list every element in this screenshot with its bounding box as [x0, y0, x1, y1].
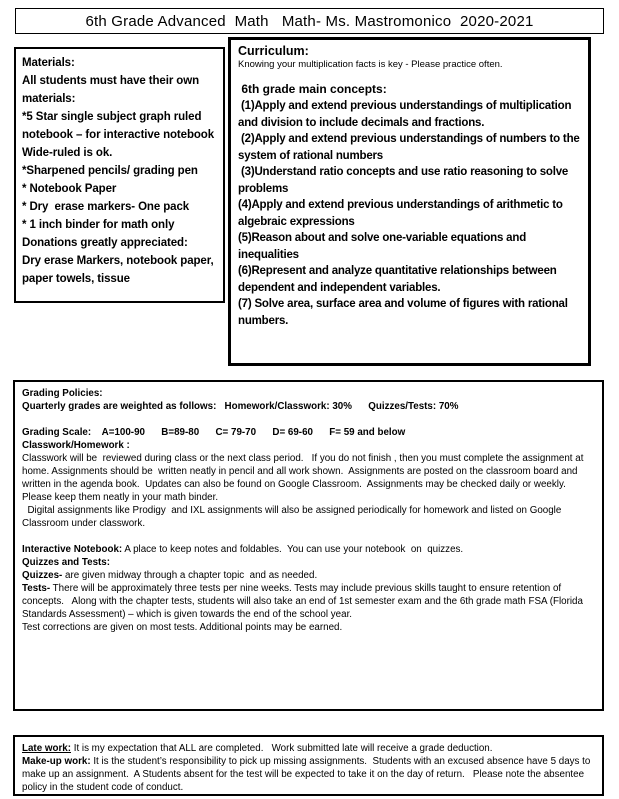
materials-line: *Sharpened pencils/ grading pen	[22, 165, 198, 177]
materials-line: * Notebook Paper	[22, 183, 117, 195]
quizzes-label: Quizzes-	[22, 570, 63, 581]
interactive-notebook-label: Interactive Notebook:	[22, 544, 123, 555]
digital-assignments-paragraph: Digital assignments like Prodigy and IXL assignments will also be assigned periodically for homework and listed on Google Classroom under classwork.	[22, 505, 565, 529]
interactive-notebook-text: A place to keep notes and foldables. You can use your notebook on quizzes.	[122, 544, 464, 555]
materials-line: *5 Star single subject graph ruled notebook – for interactive notebook Wide-ruled is ok.	[22, 111, 218, 159]
late-work-paragraph	[22, 742, 595, 755]
curriculum-concept: (7) Solve area, surface area and volume of figures with rational numbers.	[238, 298, 571, 327]
materials-line: Dry erase Markers, notebook paper, paper towels, tissue	[22, 255, 217, 285]
materials-box	[14, 47, 225, 303]
title-bar	[15, 8, 604, 34]
makeup-work-paragraph	[22, 755, 595, 794]
quizzes-paragraph	[22, 569, 595, 582]
materials-line: * Dry erase markers- One pack	[22, 201, 190, 213]
classwork-homework-heading: Classwork/Homework :	[22, 440, 130, 451]
late-work-box	[13, 735, 604, 796]
curriculum-subheading: 6th grade main concepts:	[238, 82, 387, 96]
grading-heading: Grading Policies:	[22, 388, 103, 399]
curriculum-intro: Knowing your multiplication facts is key - Please practice often.	[238, 59, 503, 70]
makeup-work-text: It is the student’s responsibility to pick up missing assignments. Students with an excused absence have 5 days to make up an assignment. A Students absent for the test will be expected to take it on the day of return. Please note the absentee policy in the student code of conduct.	[22, 756, 594, 793]
curriculum-heading: Curriculum:	[238, 44, 309, 58]
makeup-work-label: Make-up work:	[22, 756, 91, 767]
curriculum-concept: (3)Understand ratio concepts and use ratio reasoning to solve problems	[238, 166, 572, 195]
materials-heading: Materials:	[22, 57, 75, 69]
grading-weights-line: Quarterly grades are weighted as follows: Homework/Classwork: 30% Quizzes/Tests: 70%	[22, 401, 459, 412]
tests-text: There will be approximately three tests per nine weeks. Tests may include previous skills taught to ensure retention of concepts. Along with the chapter tests, students will also take an end of 1st semester exam and the 6th grade math FSA (Florida Standards Assessment) – which is given towards the end of the school year.	[22, 583, 586, 620]
tests-paragraph	[22, 582, 595, 621]
spacer	[22, 413, 595, 426]
grading-scale-line: Grading Scale: A=100-90 B=89-80 C= 79-70 D= 69-60 F= 59 and below	[22, 427, 406, 438]
curriculum-concept: (6)Represent and analyze quantitative relationships between dependent and independent variables.	[238, 265, 560, 294]
curriculum-concept: (4)Apply and extend previous understandings of arithmetic to algebraic expressions	[238, 199, 566, 228]
interactive-notebook-paragraph	[22, 543, 595, 556]
tests-label: Tests-	[22, 583, 51, 594]
quizzes-text: are given midway through a chapter topic and as needed.	[62, 570, 318, 581]
page-title: 6th Grade Advanced Math Math- Ms. Mastromonico 2020-2021	[85, 12, 534, 30]
classwork-paragraph: Classwork will be reviewed during class or the next class period. If you do not finish , then you must complete the assignment at home. Assignments should be written neatly in pencil and all work shown. Assignments are posted on the classroom board and written in the agenda book. Updates can also be found on Google Classroom. Assignments may be checked daily or weekly. Please keep them neatly in your math binder.	[22, 453, 587, 503]
late-work-text: It is my expectation that ALL are completed. Work submitted late will receive a grade deduction.	[71, 743, 493, 754]
grading-policies-box	[13, 380, 604, 711]
curriculum-concept: (2)Apply and extend previous understandings of numbers to the system of rational numbers	[238, 133, 583, 162]
quizzes-tests-heading: Quizzes and Tests:	[22, 557, 111, 568]
curriculum-box	[228, 37, 591, 366]
spacer	[22, 530, 595, 543]
materials-line: Donations greatly appreciated:	[22, 237, 188, 249]
materials-line: All students must have their own materials:	[22, 75, 203, 105]
materials-line: * 1 inch binder for math only	[22, 219, 175, 231]
curriculum-concept: (5)Reason about and solve one-variable equations and inequalities	[238, 232, 530, 261]
curriculum-concept: (1)Apply and extend previous understandings of multiplication and division to include decimals and fractions.	[238, 100, 575, 129]
test-corrections-line: Test corrections are given on most tests. Additional points may be earned.	[22, 622, 343, 633]
late-work-label: Late work:	[22, 743, 71, 754]
